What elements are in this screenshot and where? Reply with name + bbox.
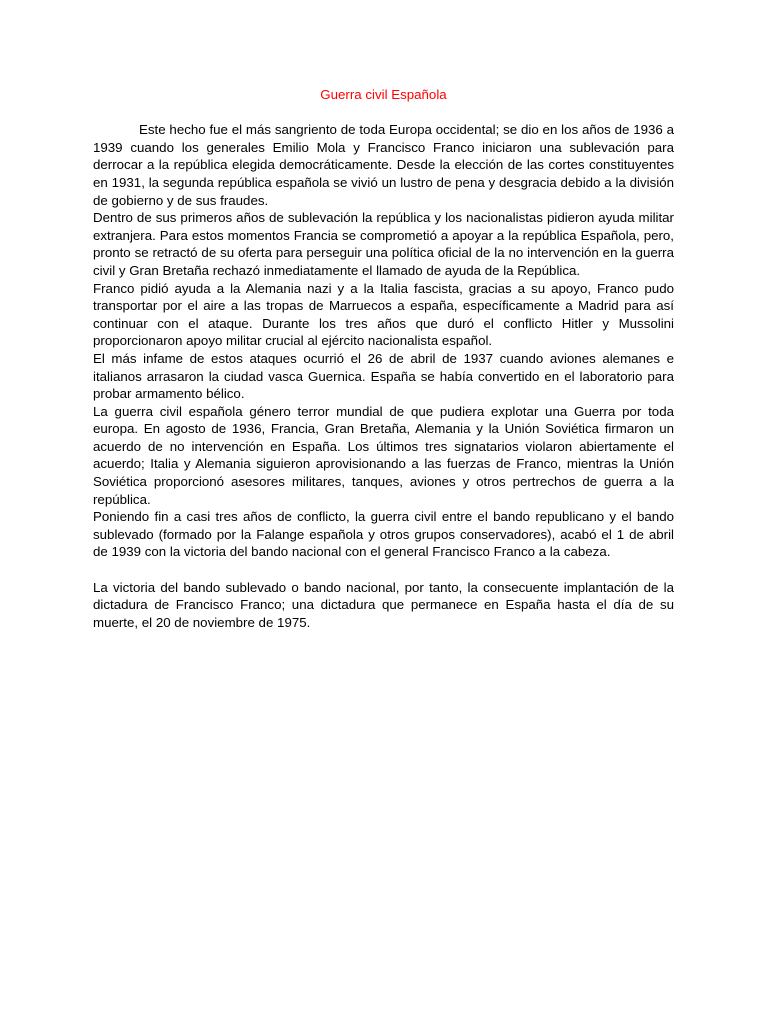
paragraph-franco-support: Franco pidió ayuda a la Alemania nazi y a la Italia fascista, gracias a su apoyo, Franco pudo transportar por el aire a las tropas de Marruecos a españa, específicamente a Madrid para así continuar con el ataque. Durante los tres años que duró el conflicto Hitler y Mussolini proporcionaron apoyo militar crucial al ejército nacionalista español. [93, 280, 674, 349]
document-page [93, 86, 674, 631]
paragraph-guernica: El más infame de estos ataques ocurrió el 26 de abril de 1937 cuando aviones alemanes e italianos arrasaron la ciudad vasca Guernica. España se había convertido en el laboratorio para probar armamento bélico. [93, 350, 674, 402]
document-title: Guerra civil Española [320, 87, 447, 102]
paragraph-intro: Este hecho fue el más sangriento de toda Europa occidental; se dio en los años de 1936 a 1939 cuando los generales Emilio Mola y Francisco Franco iniciaron una sublevación para derrocar a la república elegida democráticamente. Desde la elección de las cortes constituyentes en 1931, la segunda república española se vivió un lustro de pena y desgracia debido a la división de gobierno y de sus fraudes. [93, 122, 674, 208]
paragraph-dictatorship: La victoria del bando sublevado o bando nacional, por tanto, la consecuente implantación de la dictadura de Francisco Franco; una dictadura que permanece en España hasta el día de su muerte, el 20 de noviembre de 1975. [93, 579, 674, 630]
paragraph-spacer [93, 561, 674, 579]
paragraph-non-intervention: La guerra civil española género terror mundial de que pudiera explotar una Guerra por toda europa. En agosto de 1936, Francia, Gran Bretaña, Alemania y la Unión Soviética firmaron un acuerdo de no intervención en España. Los últimos tres signatarios violaron abiertamente el acuerdo; Italia y Alemania siguieron aprovisionando a las fuerzas de Franco, mientras la Unión Soviética proporcionó asesores militares, tanques, aviones y otros pertrechos de guerra a la república. [93, 403, 674, 507]
paragraph-end-of-war: Poniendo fin a casi tres años de conflicto, la guerra civil entre el bando republicano y el bando sublevado (formado por la Falange española y otros grupos conservadores), acabó el 1 de abril de 1939 con la victoria del bando nacional con el general Francisco Franco a la cabeza. [93, 509, 674, 560]
paragraph-foreign-aid: Dentro de sus primeros años de sublevación la república y los nacionalistas pidieron ayuda militar extranjera. Para estos momentos Francia se comprometió a apoyar a la república Española, pero, pronto se retractó de su oferta para perseguir una política oficial de la no intervención en la guerra civil y Gran Bretaña rechazó inmediatamente el llamado de ayuda de la República. [93, 210, 674, 278]
